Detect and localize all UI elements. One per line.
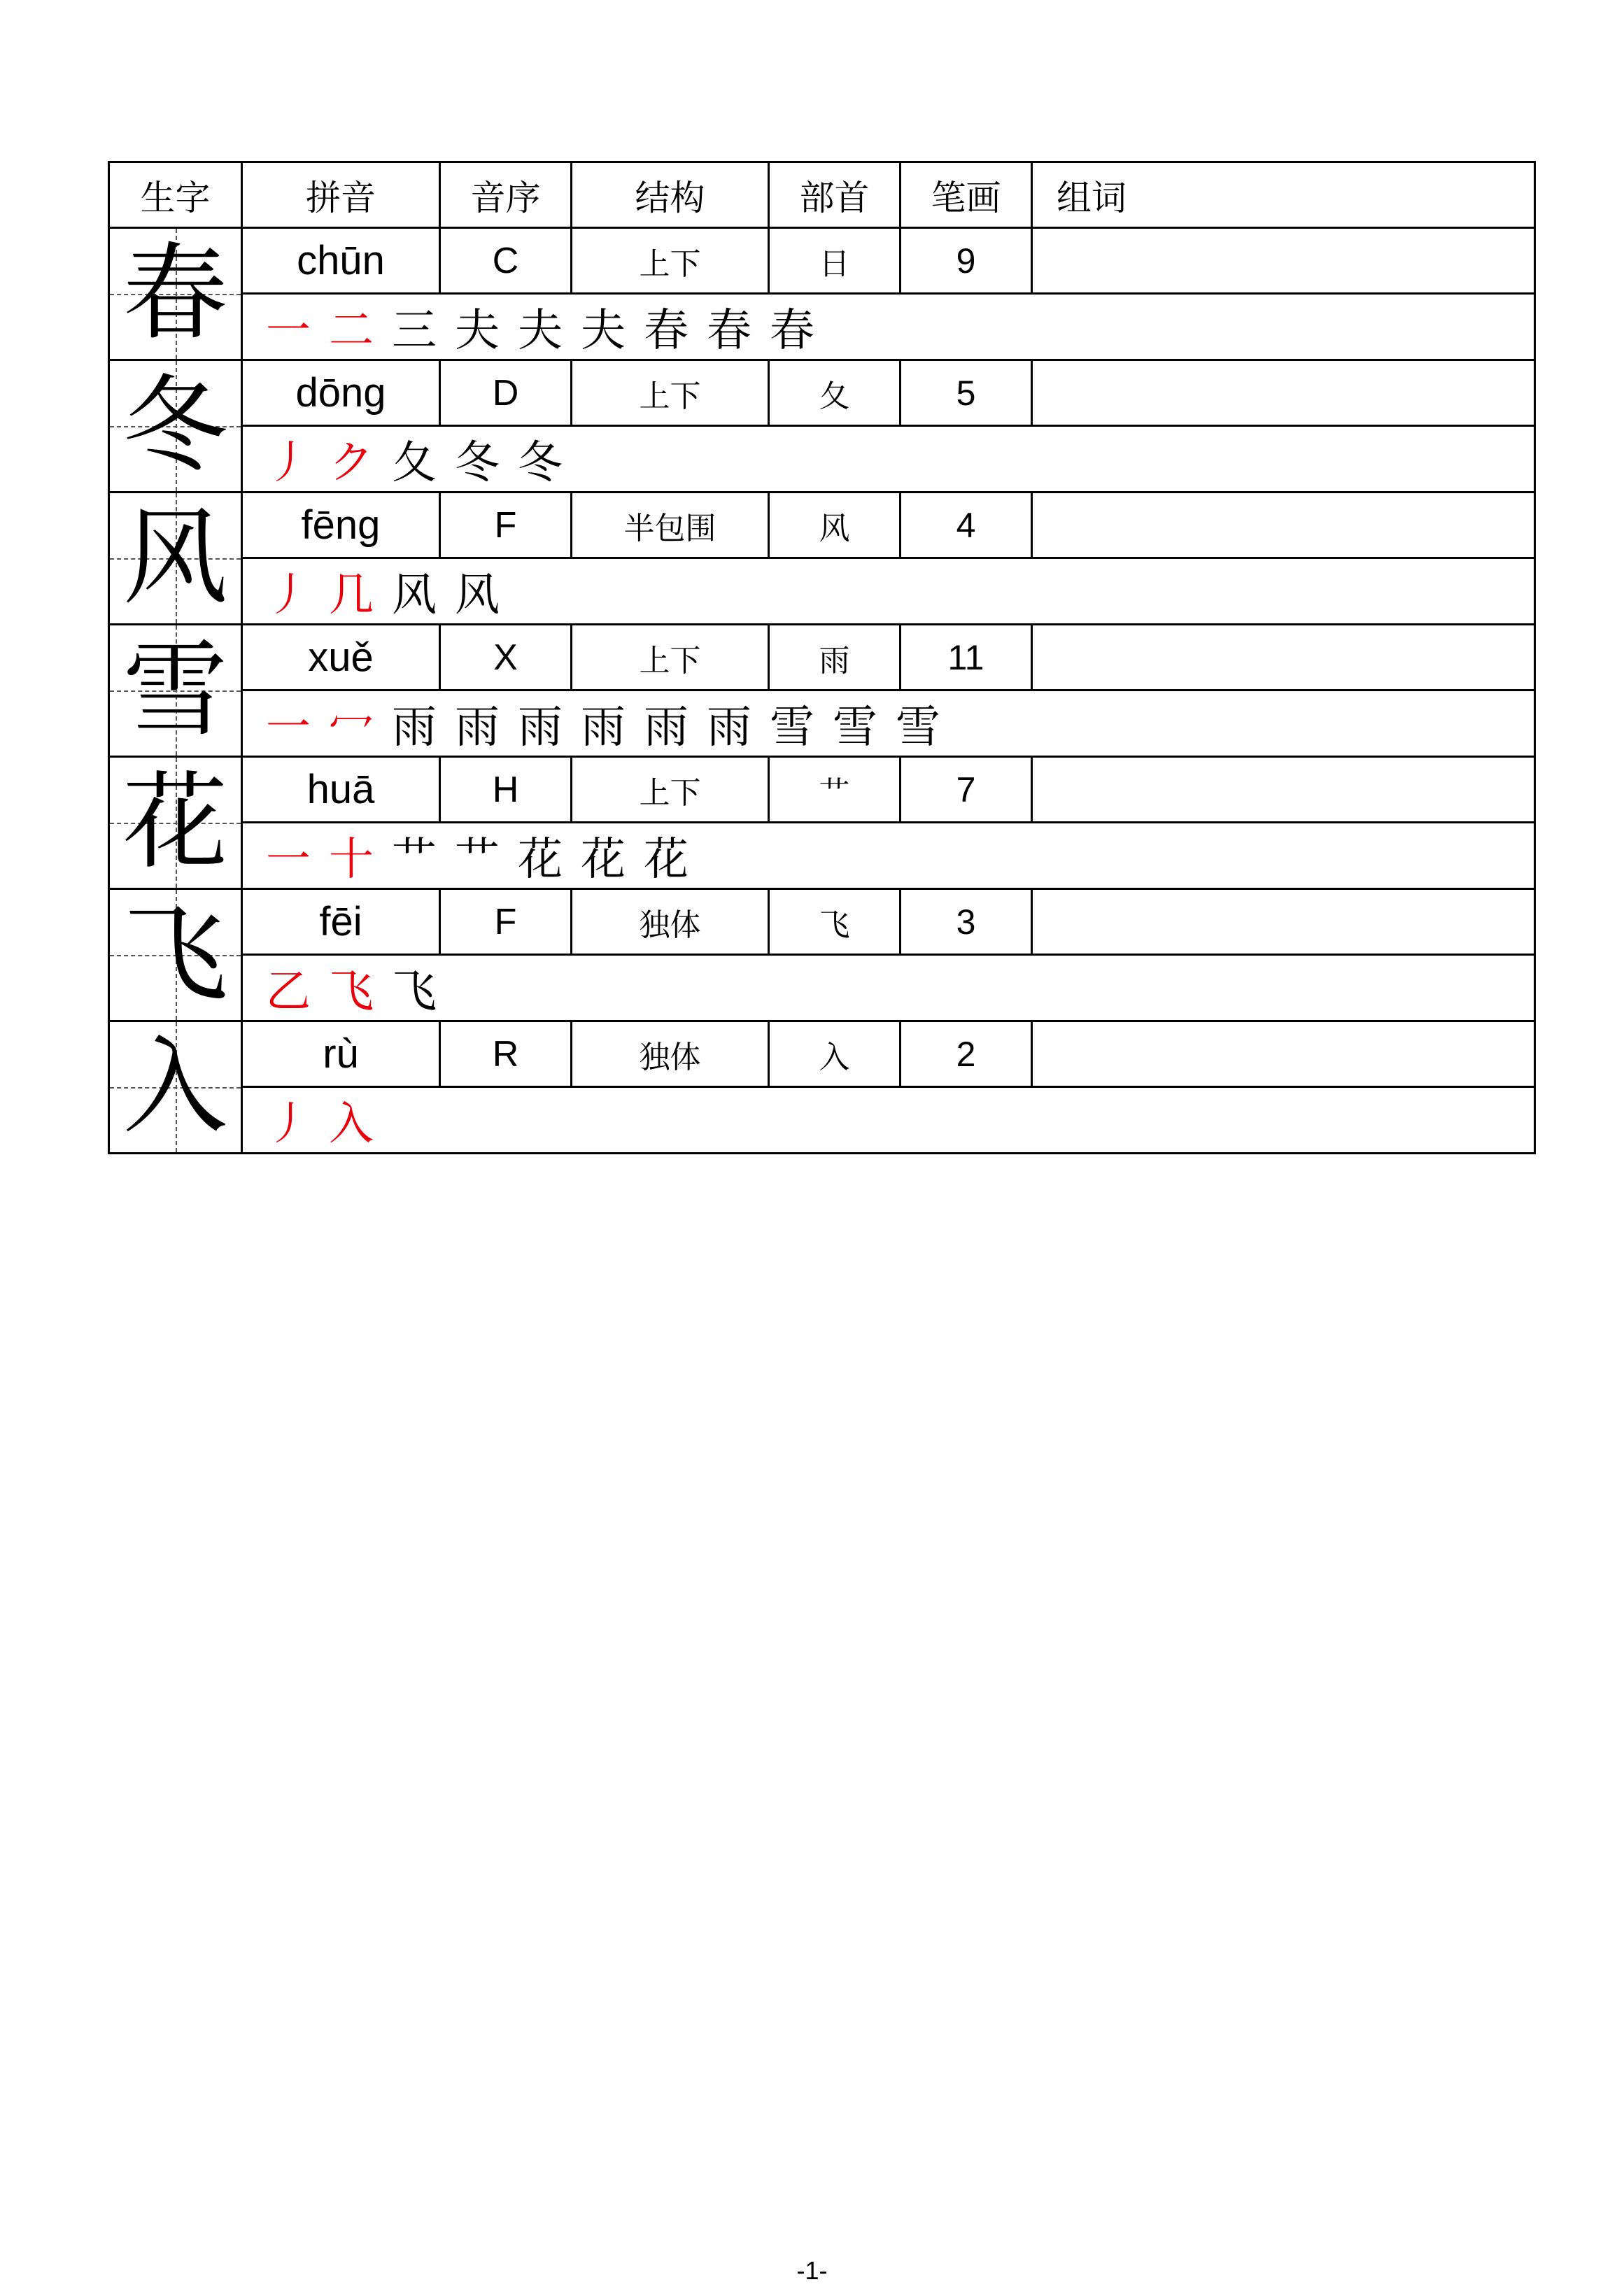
stroke-step: 雪 [896,702,940,753]
radical-cell: 风 [769,492,901,558]
stroke-step: 雨 [392,702,437,753]
stroke-count-cell: 2 [901,1021,1032,1087]
character-cell [109,625,242,757]
stroke-order-row [109,426,1535,492]
structure-cell: 上下 [572,360,769,426]
stroke-step: 雪 [833,702,877,753]
order-cell: C [440,228,572,294]
character-cell [109,360,242,492]
stroke-step: 风 [392,569,437,621]
stroke-step: 丿 [266,437,311,489]
stroke-count-cell: 7 [901,757,1032,823]
stroke-step: 雪 [770,702,814,753]
character-glyph: 入 [122,1026,228,1148]
character-info-row [109,1021,1535,1087]
stroke-step: 夫 [518,305,563,357]
stroke-step: 雨 [455,702,500,753]
pinyin-cell: fēi [242,889,440,955]
stroke-count-cell: 4 [901,492,1032,558]
stroke-step: 乙 [266,966,311,1018]
stroke-step: 艹 [392,834,437,886]
character-info-row [109,228,1535,294]
stroke-step: 艹 [455,834,500,886]
stroke-step: 春 [770,305,814,357]
stroke-step: 飞 [392,966,437,1018]
character-cell [109,889,242,1021]
stroke-step: 雨 [581,702,626,753]
radical-cell: 夂 [769,360,901,426]
stroke-order-row [109,823,1535,889]
stroke-step: 花 [518,834,563,886]
stroke-order-cell [242,558,1535,625]
stroke-step: 风 [455,569,500,621]
character-info-row [109,492,1535,558]
character-cell [109,757,242,889]
stroke-step: ク [329,437,374,489]
stroke-step: 冬 [518,437,563,489]
order-cell: D [440,360,572,426]
stroke-step: 一 [266,305,311,357]
structure-cell: 上下 [572,625,769,690]
stroke-count-cell: 11 [901,625,1032,690]
stroke-order-cell [242,690,1535,757]
stroke-step: 一 [266,702,311,753]
stroke-count-cell: 5 [901,360,1032,426]
character-glyph: 春 [122,233,228,355]
stroke-step: 丿 [266,569,311,621]
header-count: 笔画 [901,162,1032,228]
stroke-step: 三 [392,305,437,357]
words-cell[interactable] [1032,757,1535,823]
stroke-order-cell [242,955,1535,1021]
radical-cell: 雨 [769,625,901,690]
pinyin-cell: dōng [242,360,440,426]
header-row [109,162,1535,228]
character-table [108,161,1536,1154]
pinyin-cell: chūn [242,228,440,294]
character-glyph: 风 [122,497,228,619]
structure-cell: 上下 [572,228,769,294]
pinyin-cell: xuě [242,625,440,690]
pinyin-cell: rù [242,1021,440,1087]
character-cell [109,1021,242,1154]
character-info-row [109,889,1535,955]
character-cell [109,228,242,360]
stroke-step: 夫 [455,305,500,357]
stroke-step: 十 [329,834,374,886]
structure-cell: 半包围 [572,492,769,558]
structure-cell: 上下 [572,757,769,823]
stroke-step: 雨 [644,702,689,753]
stroke-order-row [109,558,1535,625]
radical-cell: 艹 [769,757,901,823]
character-glyph: 花 [122,762,228,884]
stroke-step: 春 [644,305,689,357]
radical-cell: 日 [769,228,901,294]
character-info-row [109,757,1535,823]
stroke-step: 花 [644,834,689,886]
stroke-step: 入 [329,1098,374,1150]
stroke-order-cell [242,1087,1535,1154]
character-glyph: 雪 [122,630,228,751]
character-glyph: 冬 [122,365,228,487]
stroke-step: 春 [707,305,751,357]
character-cell [109,492,242,625]
order-cell: H [440,757,572,823]
radical-cell: 飞 [769,889,901,955]
header-words: 组词 [1032,162,1535,228]
stroke-step: 二 [329,305,374,357]
words-cell[interactable] [1032,1021,1535,1087]
page-number: -1- [796,2256,828,2285]
stroke-order-row [109,1087,1535,1154]
pinyin-cell: fēng [242,492,440,558]
stroke-step: 几 [329,569,374,621]
words-cell[interactable] [1032,228,1535,294]
header-radical: 部首 [769,162,901,228]
structure-cell: 独体 [572,889,769,955]
radical-cell: 入 [769,1021,901,1087]
stroke-order-cell [242,294,1535,360]
words-cell[interactable] [1032,360,1535,426]
order-cell: F [440,889,572,955]
words-cell[interactable] [1032,625,1535,690]
stroke-step: 冬 [455,437,500,489]
stroke-step: 雨 [707,702,751,753]
header-pinyin: 拼音 [242,162,440,228]
header-char: 生字 [109,162,242,228]
header-structure: 结构 [572,162,769,228]
stroke-step: 一 [266,834,311,886]
words-cell[interactable] [1032,492,1535,558]
stroke-step: 夂 [392,437,437,489]
stroke-step: 冖 [329,702,374,753]
stroke-step: 飞 [329,966,374,1018]
character-glyph: 飞 [122,894,228,1016]
stroke-order-cell [242,426,1535,492]
structure-cell: 独体 [572,1021,769,1087]
order-cell: X [440,625,572,690]
character-info-row [109,625,1535,690]
pinyin-cell: huā [242,757,440,823]
words-cell[interactable] [1032,889,1535,955]
stroke-order-row [109,294,1535,360]
order-cell: R [440,1021,572,1087]
stroke-count-cell: 9 [901,228,1032,294]
stroke-order-row [109,955,1535,1021]
header-order: 音序 [440,162,572,228]
stroke-step: 丿 [266,1098,311,1150]
stroke-count-cell: 3 [901,889,1032,955]
order-cell: F [440,492,572,558]
stroke-step: 花 [581,834,626,886]
stroke-step: 雨 [518,702,563,753]
stroke-order-row [109,690,1535,757]
stroke-order-cell [242,823,1535,889]
character-info-row [109,360,1535,426]
stroke-step: 夫 [581,305,626,357]
